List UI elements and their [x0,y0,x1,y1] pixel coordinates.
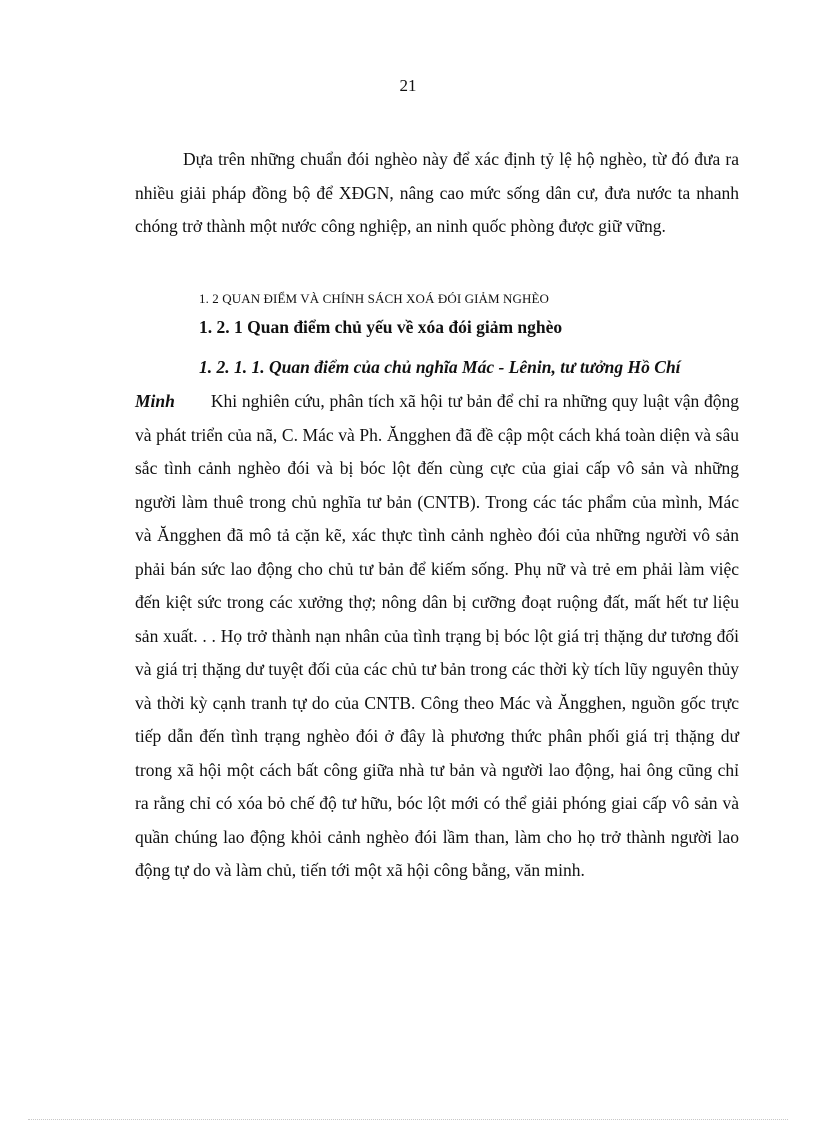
subsection-heading: 1. 2. 1 Quan điểm chủ yếu về xóa đói giảm nghèo [199,317,563,337]
subsubsection-heading-line1: 1. 2. 1. 1. Quan điểm của chủ nghĩa Mác - Lênin, tư tưởng Hồ Chí [199,357,681,377]
intro-block [135,143,739,244]
subsubsection-heading-line2: Minh [135,391,175,411]
section-heading: 1. 2 QUAN ĐIỂM VÀ CHÍNH SÁCH XOÁ ĐÓI GIẢM NGHÈO [199,291,550,306]
intro-paragraph: Dựa trên những chuẩn đói nghèo này để xác định tỷ lệ hộ nghèo, từ đó đưa ra nhiều giải pháp đồng bộ để XĐGN, nâng cao mức sống dân cư, đưa nước ta nhanh chóng trở thành một nước công nghiệp, an ninh quốc phòng được giữ vững. [135,149,739,236]
page-number: 21 [399,76,417,95]
subsubsection-heading [135,351,739,385]
body-paragraph-text: Khi nghiên cứu, phân tích xã hội tư bản để chỉ ra những quy luật vận động và phát triển của nã, C. Mác và Ph. Ăngghen đã đề cập một cách khá toàn diện và sâu sắc tình cảnh nghèo đói và bị bóc lột đến cùng cực của giai cấp vô sản và những người làm thuê trong chủ nghĩa tư bản (CNTB). Trong các tác phẩm của mình, Mác và Ăngghen đã mô tả cặn kẽ, xác thực tình cảnh nghèo đói của những người vô sản phải bán sức lao động cho chủ tư bản để kiếm sống. Phụ nữ và trẻ em phải làm việc đến kiệt sức trong các xưởng thợ; nông dân bị cưỡng đoạt ruộng đất, mất hết tư liệu sản xuất. . . Họ trở thành nạn nhân của tình trạng bị bóc lột giá trị thặng dư tương đối và giá trị thặng dư tuyệt đối của các chủ tư bản trong các thời kỳ tích lũy nguyên thủy và thời kỳ cạnh tranh tự do của CNTB. Công theo Mác và Ăngghen, nguồn gốc trực tiếp dẫn đến tình trạng nghèo đói ở đây là phương thức phân phối giá trị thặng dư trong xã hội một cách bất công giữa nhà tư bản và người lao động, hai ông cũng chỉ ra rằng chỉ có xóa bỏ chế độ tư hữu, bóc lột mới có thể giải phóng giai cấp vô sản và quần chúng lao động khỏi cảnh nghèo đói lầm than, làm cho họ trở thành người lao động tự do và làm chủ, tiến tới một xã hội công bằng, văn minh. [135,391,739,880]
page-bottom-rule [28,1119,788,1120]
body-paragraph [135,385,739,888]
body-block [135,385,739,888]
